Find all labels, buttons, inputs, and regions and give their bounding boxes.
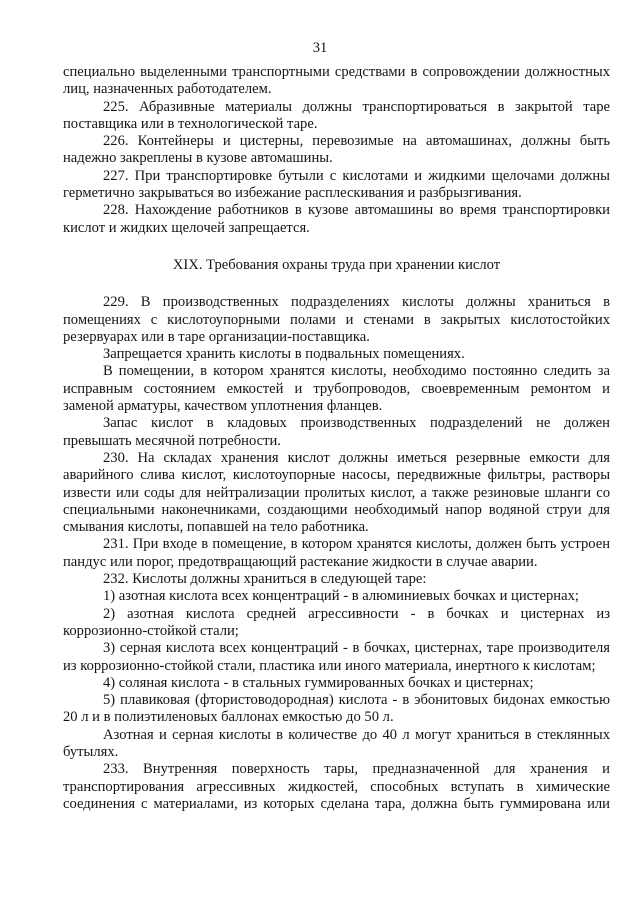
paragraph-container-condition: В помещении, в котором хранятся кислоты, необходимо постоянно следить за исправным состоянием емкостей и трубопроводов, своевременным ремонтом и заменой арматуры, качеством уплотнения фланцев. — [63, 363, 610, 415]
list-item-3: 3) серная кислота всех концентраций - в бочках, цистернах, таре производителя из коррозионно-стойкой стали, пластика или иного материала, инертного к кислотам; — [63, 640, 610, 674]
paragraph-233: 233. Внутренняя поверхность тары, предназначенной для хранения и транспортирования агрессивных жидкостей, способных вступать в химические соединения с материалами, из которых сделана тара, должна быть гуммирована или — [63, 761, 610, 812]
paragraph-228: 228. Нахождение работников в кузове автомашины во время транспортировки кислот и жидких щелочей запрещается. — [63, 202, 610, 236]
paragraph-226: 226. Контейнеры и цистерны, перевозимые на автомашинах, должны быть надежно закреплены в кузове автомашины. — [63, 133, 610, 167]
document-body — [63, 64, 610, 813]
list-item-2: 2) азотная кислота средней агрессивности - в бочках и цистернах из коррозионно-стойкой стали; — [63, 605, 610, 639]
paragraph-231: 231. При входе в помещение, в котором хранятся кислоты, должен быть устроен пандус или порог, предотвращающий растекание жидкости в случае аварии. — [63, 536, 610, 570]
list-item-4: 4) соляная кислота - в стальных гуммированных бочках и цистернах; — [103, 674, 534, 691]
paragraph-glass-bottles: Азотная и серная кислоты в количестве до 40 л могут храниться в стеклянных бутылях. — [63, 726, 610, 760]
paragraph-stock-limit: Запас кислот в кладовых производственных подразделений не должен превышать месячной потребности. — [63, 415, 610, 449]
paragraph-227: 227. При транспортировке бутыли с кислотами и жидкими щелочами должны герметично закрываться во избежание расплескивания и разбрызгивания. — [63, 167, 610, 202]
paragraph-230: 230. На складах хранения кислот должны иметься резервные емкости для аварийного слива кислот, кислотоупорные насосы, передвижные фильтры, растворы извести или соды для нейтрализации пролитых кислот, а также резиновые шланги со специальными наконечниками, создающими необходимый напор водяной струи для смывания кислоты, попавшей на тело работника. — [63, 449, 610, 536]
paragraph-225: 225. Абразивные материалы должны транспортироваться в закрытой таре поставщика или в технологической таре. — [63, 98, 610, 132]
paragraph-basement-ban: Запрещается хранить кислоты в подвальных помещениях. — [103, 346, 465, 363]
section-heading: XIX. Требования охраны труда при хранении кислот — [172, 256, 501, 273]
list-item-5: 5) плавиковая (фтористоводородная) кислота - в эбонитовых бидонах емкостью 20 л и в полиэтиленовых баллонах емкостью до 50 л. — [63, 692, 610, 726]
paragraph-continuation: специально выделенными транспортными средствами в сопровождении должностных лиц, назначенных работодателем. — [63, 64, 610, 98]
paragraph-232: 232. Кислоты должны храниться в следующей таре: — [103, 571, 427, 588]
paragraph-229: 229. В производственных подразделениях кислоты должны храниться в помещениях с кислотоупорными полами и стенами в закрытых кислотостойких резервуарах или в таре организации-поставщика. — [63, 294, 610, 345]
list-item-1: 1) азотная кислота всех концентраций - в алюминиевых бочках и цистернах; — [103, 588, 579, 605]
page-number: 31 — [312, 40, 328, 56]
